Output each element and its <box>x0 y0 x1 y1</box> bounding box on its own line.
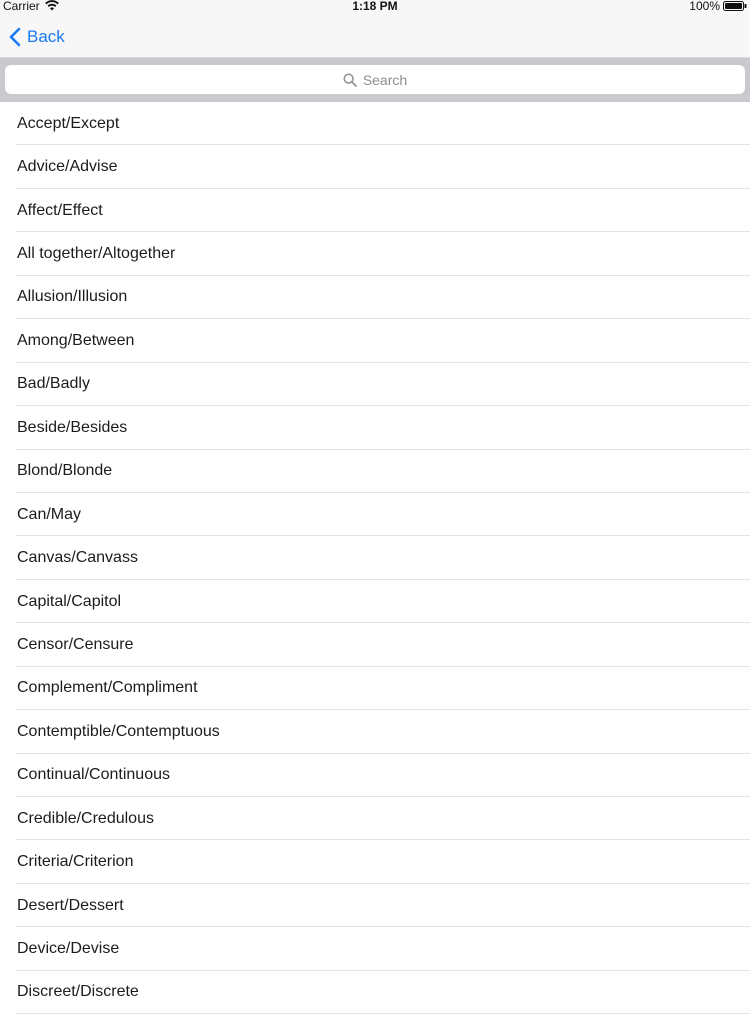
list-item[interactable]: Continual/Continuous <box>0 754 750 797</box>
list-item[interactable]: Criteria/Criterion <box>0 840 750 883</box>
list-item[interactable]: Device/Devise <box>0 927 750 970</box>
search-placeholder: Search <box>362 71 408 88</box>
battery-icon <box>723 1 747 11</box>
list-item[interactable]: Can/May <box>0 493 750 536</box>
navigation-bar <box>0 14 750 58</box>
list-item[interactable]: Credible/Credulous <box>0 797 750 840</box>
back-button-label: Back <box>27 27 65 46</box>
list-item[interactable]: All together/Altogether <box>0 232 750 275</box>
list-item[interactable]: Complement/Compliment <box>0 667 750 710</box>
list-item[interactable]: Capital/Capitol <box>0 580 750 623</box>
back-button[interactable] <box>8 24 65 50</box>
list-item[interactable]: Bad/Badly <box>0 363 750 406</box>
list-item[interactable]: Contemptible/Contemptuous <box>0 710 750 753</box>
list-item[interactable]: Accept/Except <box>0 102 750 145</box>
search-icon <box>343 73 357 87</box>
search-input[interactable] <box>5 65 745 94</box>
status-bar <box>0 0 750 14</box>
search-bar <box>0 58 750 102</box>
list-item[interactable]: Advice/Advise <box>0 145 750 188</box>
list-item[interactable]: Beside/Besides <box>0 406 750 449</box>
chevron-left-icon <box>8 27 21 47</box>
list-item[interactable]: Affect/Effect <box>0 189 750 232</box>
list-item[interactable]: Desert/Dessert <box>0 884 750 927</box>
battery-percentage: 100% <box>689 0 720 13</box>
list-item[interactable]: Canvas/Canvass <box>0 536 750 579</box>
status-time: 1:18 PM <box>352 0 398 13</box>
list-item[interactable]: Discreet/Discrete <box>0 971 750 1014</box>
list-item[interactable]: Among/Between <box>0 319 750 362</box>
list-item[interactable]: Allusion/Illusion <box>0 276 750 319</box>
list-item[interactable]: Blond/Blonde <box>0 450 750 493</box>
carrier-label: Carrier <box>3 0 40 13</box>
word-pair-list <box>0 102 750 1014</box>
list-item[interactable]: Censor/Censure <box>0 623 750 666</box>
